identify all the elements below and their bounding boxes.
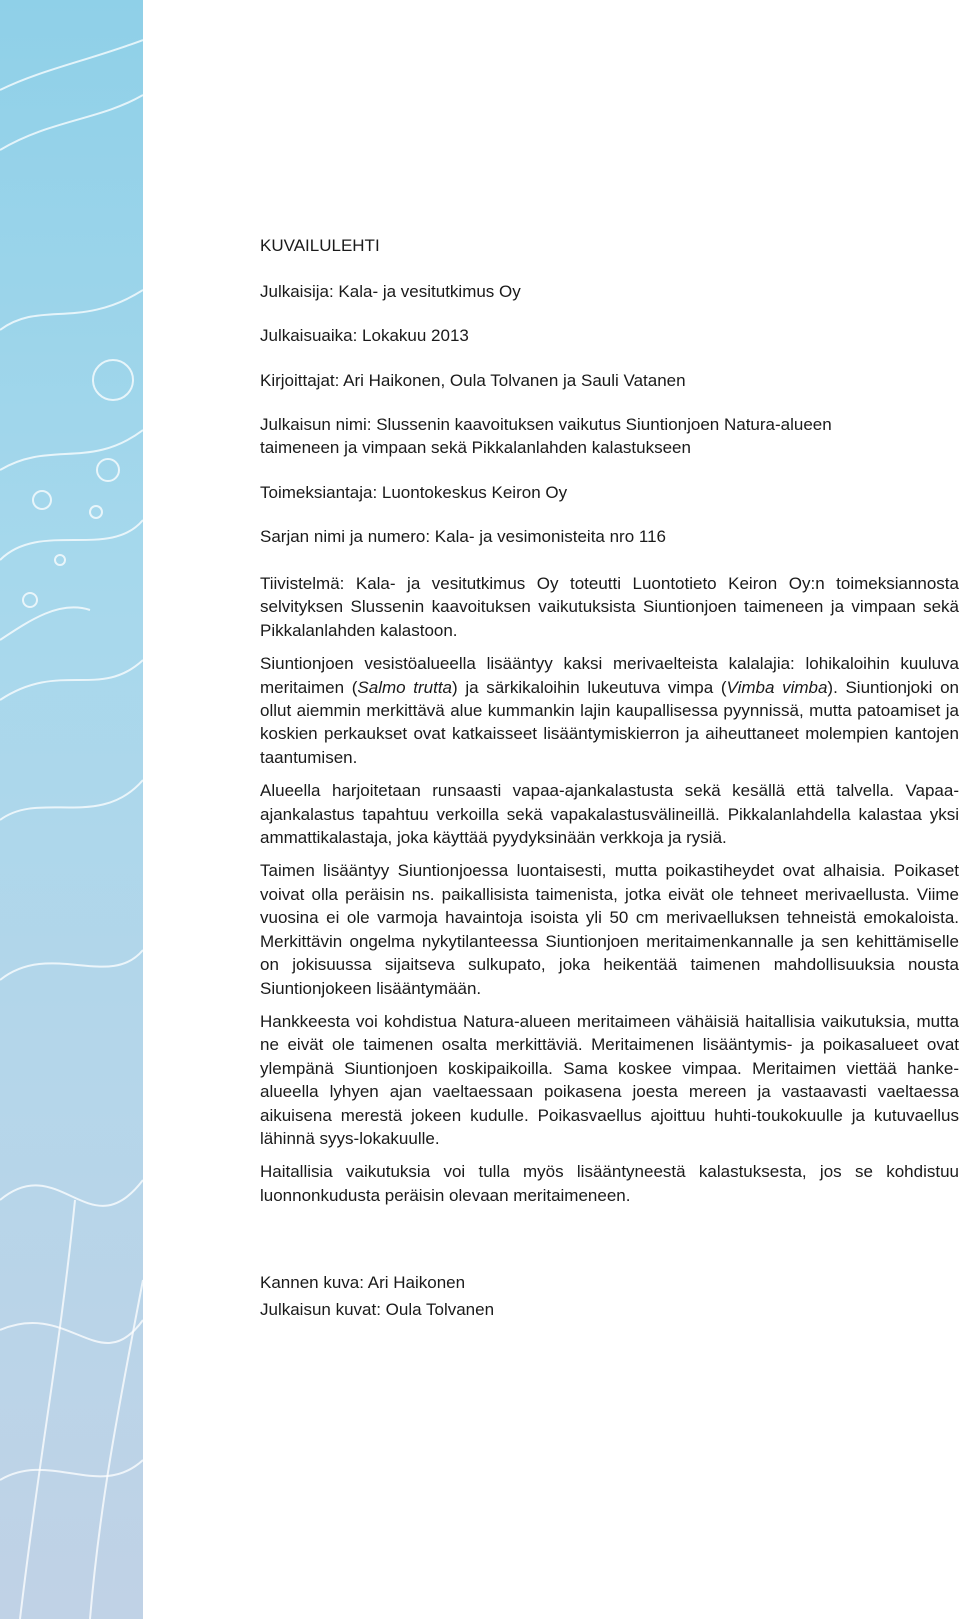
species-name-vimba: Vimba vimba	[726, 677, 828, 697]
abstract-p2-text-a: Siuntionjoen vesistöalueella lisääntyy kaksi merivaelteista kalalajia: lohikaloihin kuuluva meritaimen (	[260, 654, 959, 697]
publication-title-line-1: Julkaisun nimi: Slussenin kaavoituksen vaikutus Siuntionjoen Natura-alueen	[260, 415, 832, 434]
abstract-section	[260, 572, 959, 1207]
abstract-p2-text-b: ) ja särkikaloihin lukeutuva vimpa (	[452, 677, 727, 697]
authors-line: Kirjoittajat: Ari Haikonen, Oula Tolvanen ja Sauli Vatanen	[260, 371, 686, 390]
publication-date-line: Julkaisuaika: Lokakuu 2013	[260, 326, 469, 345]
photos-credit: Julkaisun kuvat: Oula Tolvanen	[260, 1300, 495, 1319]
abstract-p2-text-c: ). Siuntionjoki on ollut aiemmin merkittävä alue kummankin lajin kaupallisessa pyynnissä, mutta patoamiset ja koskien perkaukset ovat katkaisseet lisääntymiskierron ja aiheuttaneet molempien kantojen taantumisen.	[260, 677, 959, 767]
abstract-paragraph-3: Alueella harjoitetaan runsaasti vapaa-ajankalastusta sekä kesällä että talvella. Vapaa-ajankalastus tapahtuu verkoilla sekä vapakalastusvälineillä. Pikkalanlahdella kalastaa yksi ammattikalastaja, joka käyttää pyydyksinään verkkoja ja rysiä.	[260, 781, 959, 848]
publication-title-line-2: taimeneen ja vimpaan sekä Pikkalanlahden kalastukseen	[260, 438, 691, 457]
decorative-side-band	[0, 0, 143, 1619]
abstract-paragraph-6: Haitallisia vaikutuksia voi tulla myös lisääntyneestä kalastuksesta, jos se kohdistuu luonnonkudusta peräisin olevaan meritaimeneen.	[260, 1162, 959, 1205]
abstract-paragraph-5	[260, 1010, 959, 1150]
species-name-salmo: Salmo trutta	[357, 677, 452, 697]
publisher-line: Julkaisija: Kala- ja vesitutkimus Oy	[260, 282, 521, 301]
commissioner-line: Toimeksiantaja: Luontokeskus Keiron Oy	[260, 483, 568, 502]
abstract-p5-text: Hankkeesta voi kohdistua Natura-alueen meritaimeen vähäisiä haitallisia vaikutuksia, mutta ne eivät ole taimenen osalta merkittäviä. Meritaimenen lisääntymis- ja poikasalueet ovat ylempänä Siuntionjoen koskipaikoilla. Sama koskee vimpaa. Meritaimen viettää hanke-alueella lyhyen ajan vaeltaessaan poikasena joesta mereen ja vastaavasti vaeltaessa aikuisena merestä jokeen kudulle. Poikasvaellus ajoittuu huhti-toukokuulle ja kutuvaellus lähinnä syys-	[260, 1011, 959, 1148]
wave-bubbles-decoration	[0, 0, 143, 1619]
series-line: Sarjan nimi ja numero: Kala- ja vesimonisteita nro 116	[260, 527, 666, 546]
document-heading: KUVAILULEHTI	[260, 236, 380, 255]
abstract-paragraph-2	[260, 652, 959, 769]
abstract-paragraph-4: Taimen lisääntyy Siuntionjoessa luontaisesti, mutta poikastiheydet ovat alhaisia. Poikaset voivat olla peräisin ns. paikallisista taimenista, jotka eivät ole tehneet merivaellusta. Viime vuosina ei ole varmoja havaintoja isoista yli 50 cm merivaelluksen tehneistä emokaloista. Merkittävin ongelma nykytilanteessa Siuntionjoen meritaimenkannalle ja sen kehittämiselle on jokisuussa sijaitseva sulkupato, joka heikentää taimenen mahdollisuuksia nousta Siuntionjokeen lisääntymään.	[260, 861, 959, 998]
abstract-paragraph-1: Tiivistelmä: Kala- ja vesitutkimus Oy toteutti Luontotieto Keiron Oy:n toimeksiannosta selvityksen Slussenin kaavoituksen vaikutuksista Siuntionjoen taimeneen ja vimpaan sekä Pikkalanlahden kalastoon.	[260, 574, 959, 640]
abstract-p5-tail: lokakuulle.	[359, 1128, 440, 1148]
cover-photo-credit: Kannen kuva: Ari Haikonen	[260, 1273, 466, 1292]
